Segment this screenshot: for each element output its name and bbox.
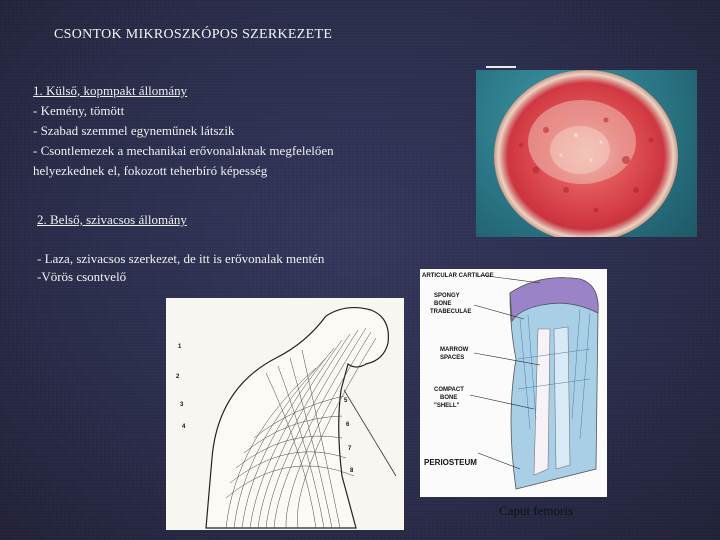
label-trabeculae: TRABECULAE [430, 309, 472, 315]
femur-anatomy-diagram [420, 269, 607, 497]
svg-text:7: 7 [348, 446, 352, 452]
label-spaces: SPACES [440, 355, 465, 361]
section-spongy-heading [37, 212, 187, 228]
section-compact-line: helyezkednek el, fokozott teherbíró képesség [33, 163, 268, 178]
section-spongy-line: -Vörös csontvelő [37, 269, 127, 284]
section-compact-line: - Csontlemezek a mechanikai erővonalaknak megfelelően [33, 143, 334, 158]
femoral-head-photo-svg [476, 70, 697, 237]
svg-text:5: 5 [344, 398, 348, 404]
label-compact: COMPACT [434, 387, 464, 393]
femur-trajectory-diagram [166, 298, 404, 530]
section-compact-heading-text: 1. Külső, kopmpakt állomány [33, 83, 188, 98]
section-compact-line: - Szabad szemmel egyneműnek látszik [33, 123, 235, 138]
label-marrow: MARROW [440, 347, 469, 353]
svg-text:2: 2 [176, 374, 180, 380]
femoral-head-photo [476, 70, 697, 237]
svg-text:1: 1 [178, 344, 182, 350]
label-articular-cartilage: ARTICULAR CARTILAGE [422, 273, 494, 279]
femur-trajectory-svg [166, 298, 404, 530]
diagram-caption: Caput femoris [499, 503, 574, 518]
title-rule [486, 66, 516, 68]
section-spongy-lines [37, 250, 324, 286]
section-compact-heading [33, 81, 473, 101]
section-compact [33, 81, 473, 181]
label-spongy: SPONGY [434, 293, 460, 299]
slide-title: CSONTOK MIKROSZKÓPOS SZERKEZETE [54, 27, 333, 42]
label-compact-bone: BONE [440, 395, 458, 401]
label-periosteum: PERIOSTEUM [424, 458, 477, 467]
svg-text:4: 4 [182, 424, 186, 430]
label-bone: BONE [434, 301, 452, 307]
femur-anatomy-svg [420, 269, 607, 497]
section-compact-line: - Kemény, tömött [33, 103, 125, 118]
label-shell: "SHELL" [434, 403, 460, 409]
section-spongy-heading-text: 2. Belső, szivacsos állomány [37, 212, 187, 227]
svg-text:3: 3 [180, 402, 184, 408]
svg-text:8: 8 [350, 468, 354, 474]
section-spongy-line: - Laza, szivacsos szerkezet, de itt is erővonalak mentén [37, 251, 325, 266]
svg-text:6: 6 [346, 422, 350, 428]
